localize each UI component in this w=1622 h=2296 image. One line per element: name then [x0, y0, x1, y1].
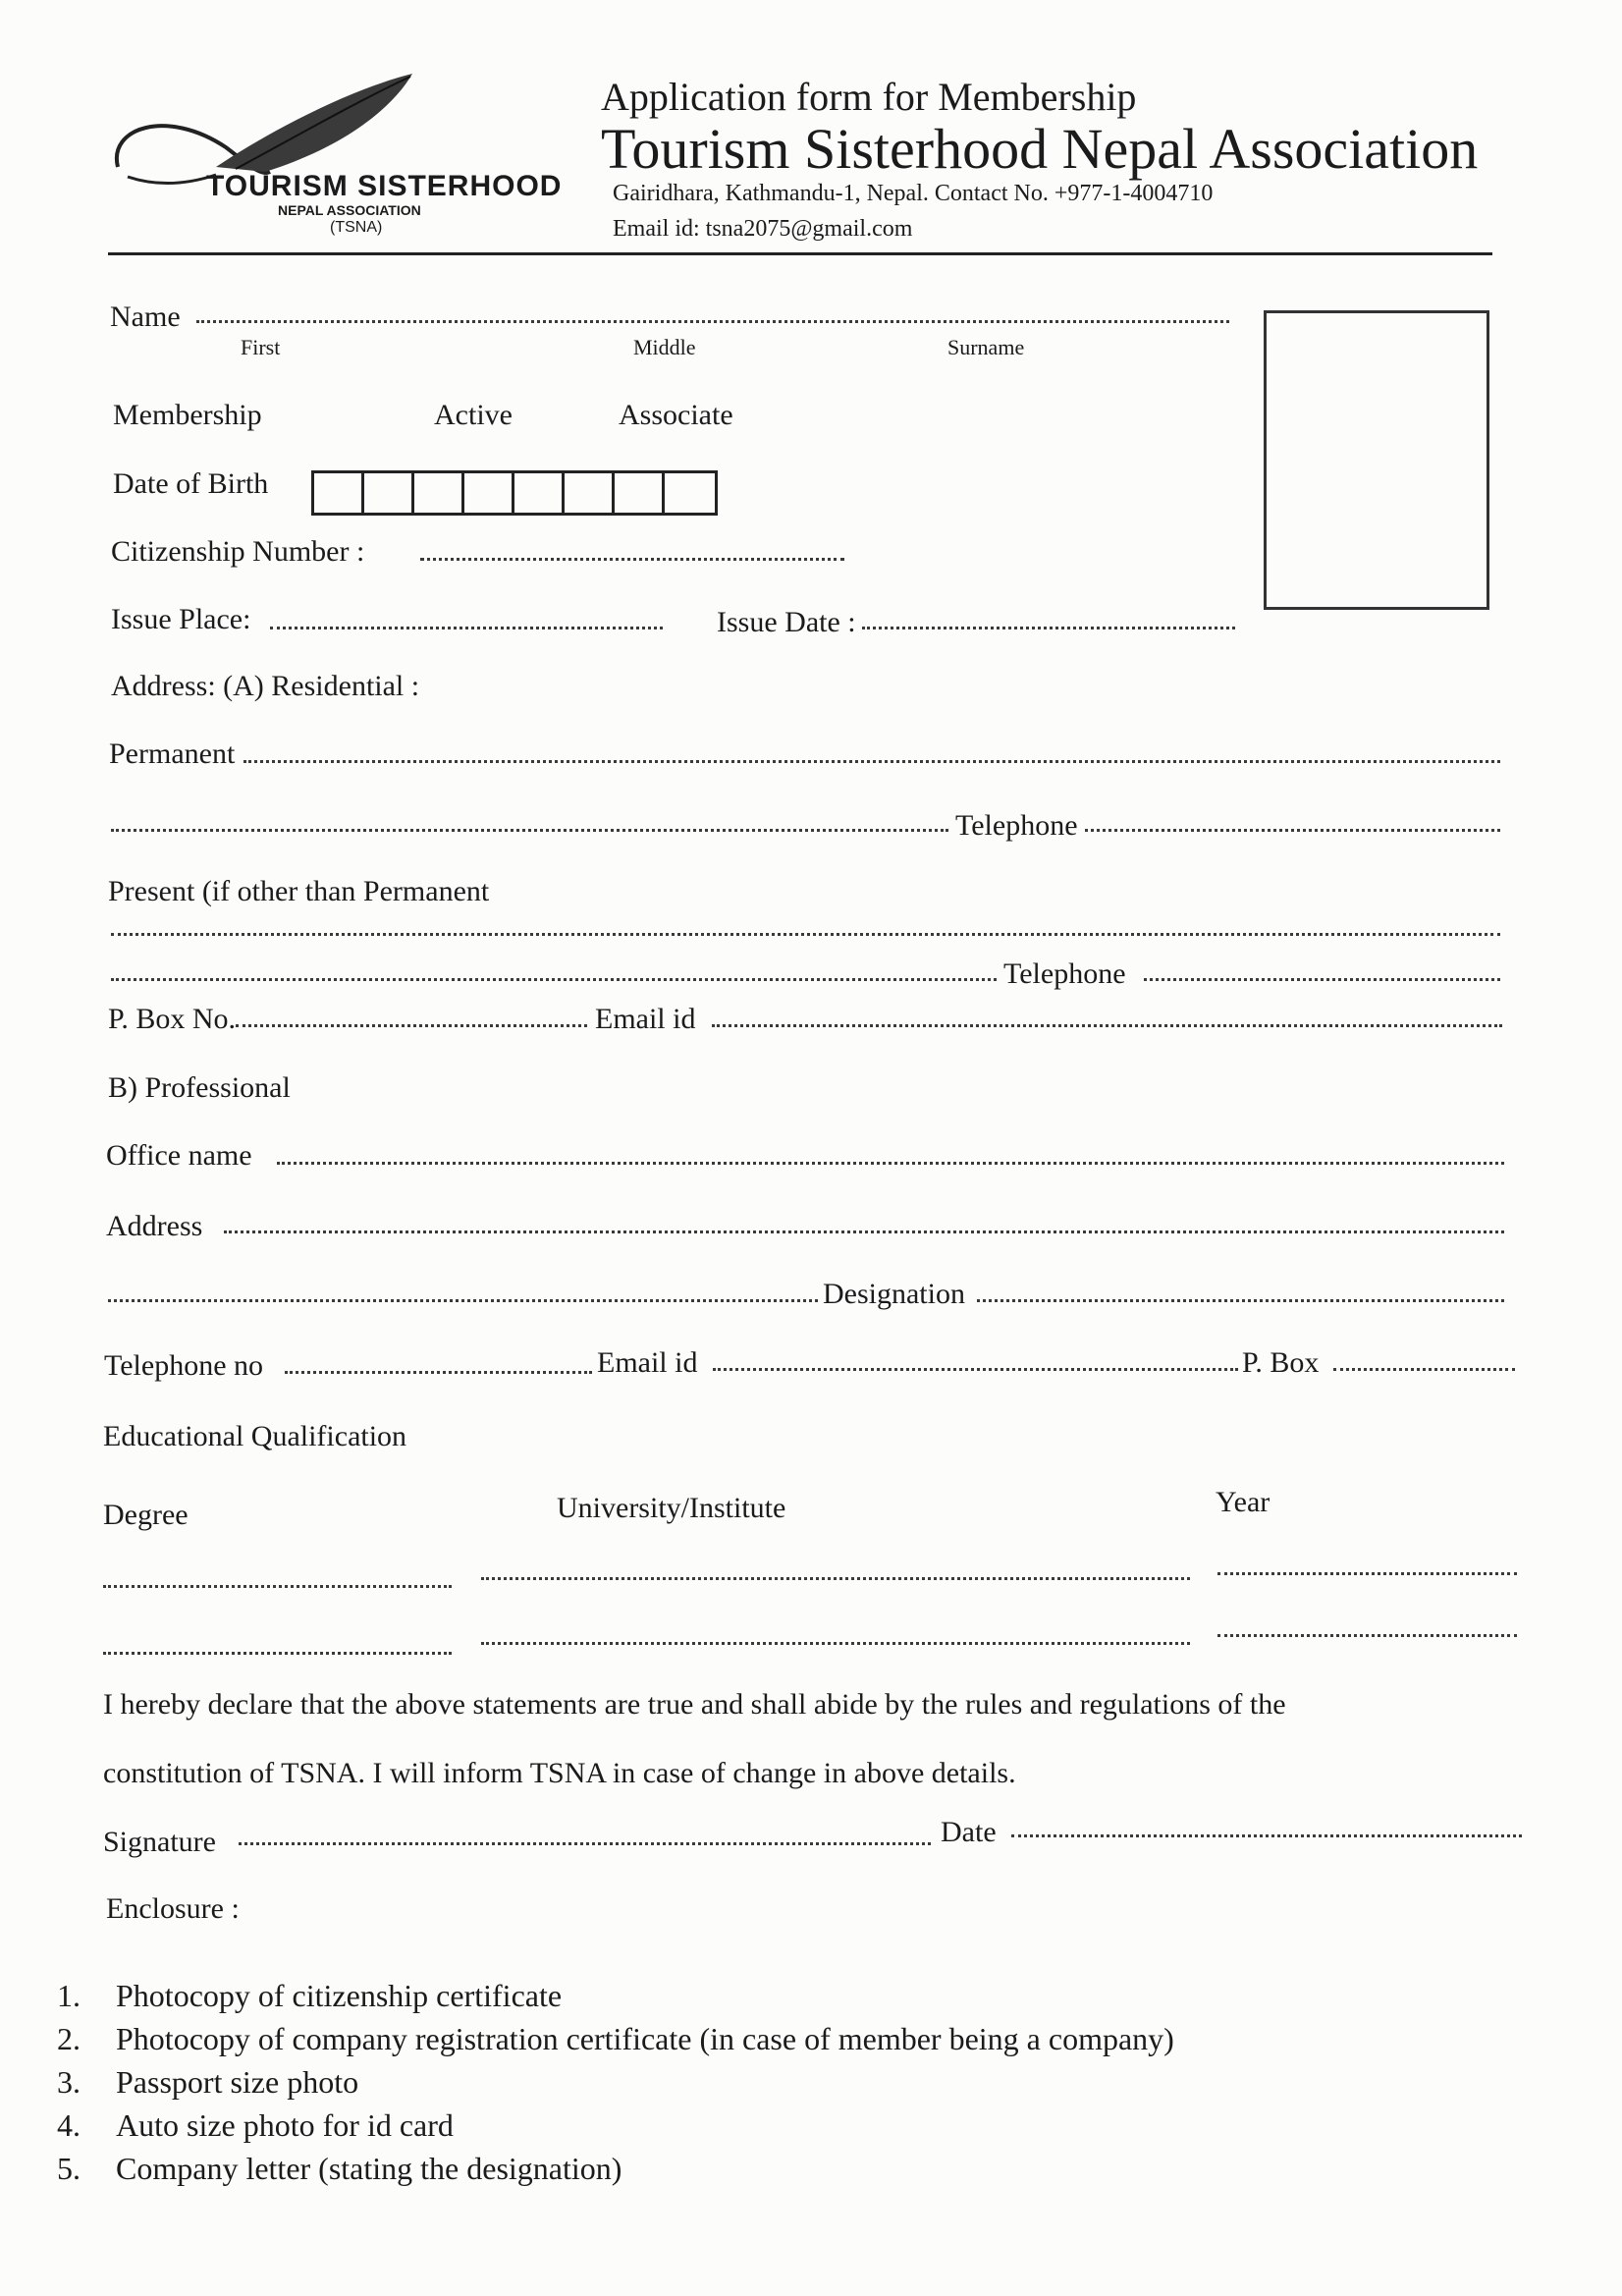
org-name: Tourism Sisterhood Nepal Association [601, 117, 1479, 181]
permanent-telephone-label: Telephone [955, 809, 1078, 842]
org-address: Gairidhara, Kathmandu-1, Nepal. Contact No. +977-1-4004710 [613, 181, 1214, 206]
citizenship-label: Citizenship Number : [111, 535, 365, 568]
enclosure-item [57, 2060, 1174, 2104]
professional-heading: B) Professional [108, 1071, 291, 1104]
permanent-telephone-field[interactable] [1085, 829, 1500, 832]
enclosure-list [57, 1974, 1174, 2190]
permanent-label: Permanent [109, 738, 236, 770]
issue-date-label: Issue Date : [717, 606, 856, 638]
permanent-address-field[interactable] [243, 760, 1500, 763]
professional-address-label: Address [106, 1210, 203, 1242]
enclosure-item-text: Photocopy of citizenship certificate [116, 1978, 563, 2013]
degree-column-header: Degree [103, 1499, 189, 1531]
membership-active-option[interactable]: Active [434, 399, 513, 431]
enclosure-item-text: Passport size photo [116, 2064, 359, 2100]
form-title: Application form for Membership [601, 75, 1137, 119]
enclosure-item [57, 2147, 1174, 2190]
professional-pbox-field[interactable] [1333, 1368, 1515, 1371]
enclosure-item-number: 4. [57, 2107, 81, 2143]
name-field[interactable] [196, 320, 1229, 323]
university-field-2[interactable] [481, 1642, 1190, 1645]
degree-field-1[interactable] [103, 1585, 452, 1588]
year-field-1[interactable] [1217, 1572, 1517, 1575]
enclosure-item-text: Company letter (stating the designation) [116, 2151, 622, 2186]
office-name-field[interactable] [277, 1162, 1504, 1165]
citizenship-field[interactable] [420, 558, 844, 561]
education-heading: Educational Qualification [103, 1420, 407, 1452]
enclosure-item-number: 3. [57, 2064, 81, 2100]
membership-associate-option[interactable]: Associate [619, 399, 733, 431]
middle-name-caption: Middle [633, 335, 696, 359]
logo-name: TOURISM SISTERHOOD [206, 170, 563, 202]
signature-label: Signature [103, 1826, 216, 1858]
present-address-line2[interactable] [111, 978, 997, 981]
professional-email-label: Email id [597, 1346, 698, 1379]
logo-abbr: (TSNA) [330, 219, 383, 236]
enclosure-item-number: 1. [57, 1978, 81, 2013]
declaration-line-2: constitution of TSNA. I will inform TSNA in case of change in above details. [103, 1757, 1016, 1789]
permanent-address-line2[interactable] [111, 829, 948, 832]
enclosure-item [57, 2017, 1174, 2060]
university-field-1[interactable] [481, 1577, 1190, 1580]
issue-date-field[interactable] [862, 627, 1235, 629]
dob-boxes[interactable] [311, 470, 718, 516]
designation-label: Designation [823, 1278, 965, 1310]
degree-field-2[interactable] [103, 1652, 452, 1655]
header-divider [108, 252, 1492, 255]
enclosure-item-text: Photocopy of company registration certificate (in case of member being a company) [116, 2021, 1174, 2056]
email-label: Email id [595, 1003, 696, 1035]
enclosure-heading: Enclosure : [106, 1892, 240, 1925]
declaration-line-1: I hereby declare that the above statements are true and shall abide by the rules and regulations of the [103, 1688, 1286, 1721]
professional-pbox-label: P. Box [1242, 1346, 1320, 1379]
surname-caption: Surname [947, 335, 1025, 359]
tsna-logo [98, 69, 563, 246]
year-field-2[interactable] [1217, 1634, 1517, 1637]
logo-subname: NEPAL ASSOCIATION [278, 202, 421, 218]
membership-label: Membership [113, 399, 262, 431]
org-email: Email id: tsna2075@gmail.com [613, 216, 913, 242]
present-telephone-label: Telephone [1003, 957, 1126, 990]
present-address-field[interactable] [111, 933, 1500, 936]
present-label: Present (if other than Permanent [108, 875, 490, 907]
professional-address-field[interactable] [224, 1230, 1504, 1233]
pbox-label: P. Box No. [108, 1003, 237, 1035]
enclosure-item-text: Auto size photo for id card [116, 2107, 454, 2143]
professional-address-line2[interactable] [108, 1299, 818, 1302]
pbox-field[interactable] [236, 1024, 587, 1027]
enclosure-item-number: 5. [57, 2151, 81, 2186]
issue-place-label: Issue Place: [111, 603, 251, 635]
enclosure-item-number: 2. [57, 2021, 81, 2056]
email-field[interactable] [712, 1024, 1502, 1027]
first-name-caption: First [241, 335, 281, 359]
issue-place-field[interactable] [270, 627, 663, 629]
present-telephone-field[interactable] [1144, 978, 1500, 981]
date-label: Date [941, 1816, 997, 1848]
university-column-header: University/Institute [557, 1492, 786, 1524]
enclosure-item [57, 1974, 1174, 2017]
year-column-header: Year [1216, 1486, 1271, 1518]
photo-box[interactable] [1264, 310, 1489, 610]
office-name-label: Office name [106, 1139, 252, 1172]
dob-label: Date of Birth [113, 467, 269, 500]
professional-telephone-field[interactable] [285, 1371, 592, 1374]
enclosure-item [57, 2104, 1174, 2147]
address-heading: Address: (A) Residential : [111, 670, 420, 702]
signature-field[interactable] [239, 1842, 931, 1845]
professional-telephone-label: Telephone no [104, 1349, 264, 1382]
designation-field[interactable] [977, 1299, 1504, 1302]
professional-email-field[interactable] [713, 1368, 1238, 1371]
date-field[interactable] [1011, 1834, 1522, 1837]
name-label: Name [110, 301, 181, 333]
